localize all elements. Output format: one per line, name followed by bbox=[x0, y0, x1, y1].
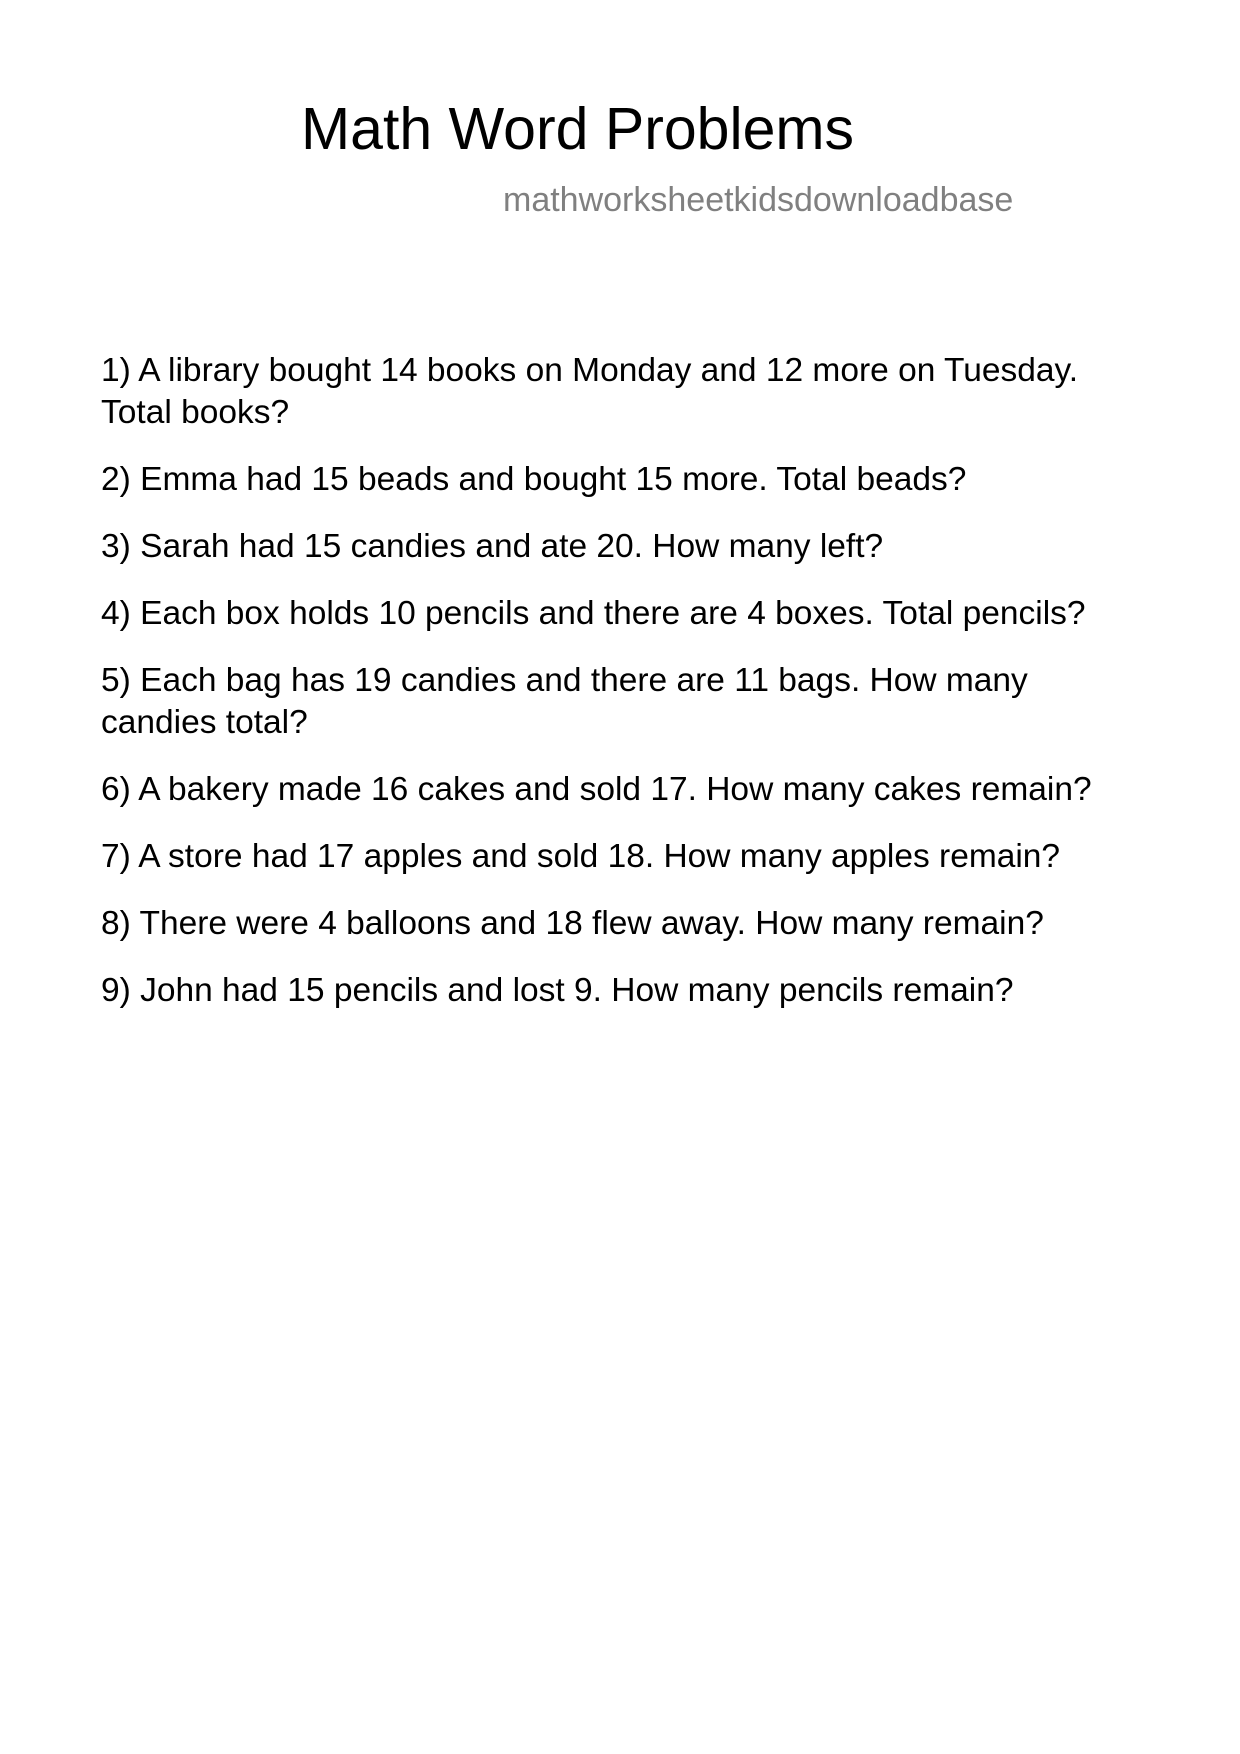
problem-9: 9) John had 15 pencils and lost 9. How many pencils remain? bbox=[101, 972, 1014, 1009]
problem-4: 4) Each box holds 10 pencils and there are 4 boxes. Total pencils? bbox=[101, 595, 1086, 632]
page-title: Math Word Problems bbox=[301, 96, 855, 162]
problem-3: 3) Sarah had 15 candies and ate 20. How many left? bbox=[101, 528, 884, 565]
problem-list bbox=[101, 350, 1141, 1037]
problem-1: 1) A library bought 14 books on Monday and 12 more on Tuesday. Total books? bbox=[101, 352, 1079, 431]
problem-5: 5) Each bag has 19 candies and there are 11 bags. How many candies total? bbox=[101, 662, 1028, 741]
problem-7: 7) A store had 17 apples and sold 18. How many apples remain? bbox=[101, 838, 1061, 875]
problem-8: 8) There were 4 balloons and 18 flew away. How many remain? bbox=[101, 905, 1044, 942]
source-watermark: mathworksheetkidsdownloadbase bbox=[503, 181, 1014, 219]
problem-6: 6) A bakery made 16 cakes and sold 17. How many cakes remain? bbox=[101, 771, 1092, 808]
problem-2: 2) Emma had 15 beads and bought 15 more. Total beads? bbox=[101, 461, 967, 498]
